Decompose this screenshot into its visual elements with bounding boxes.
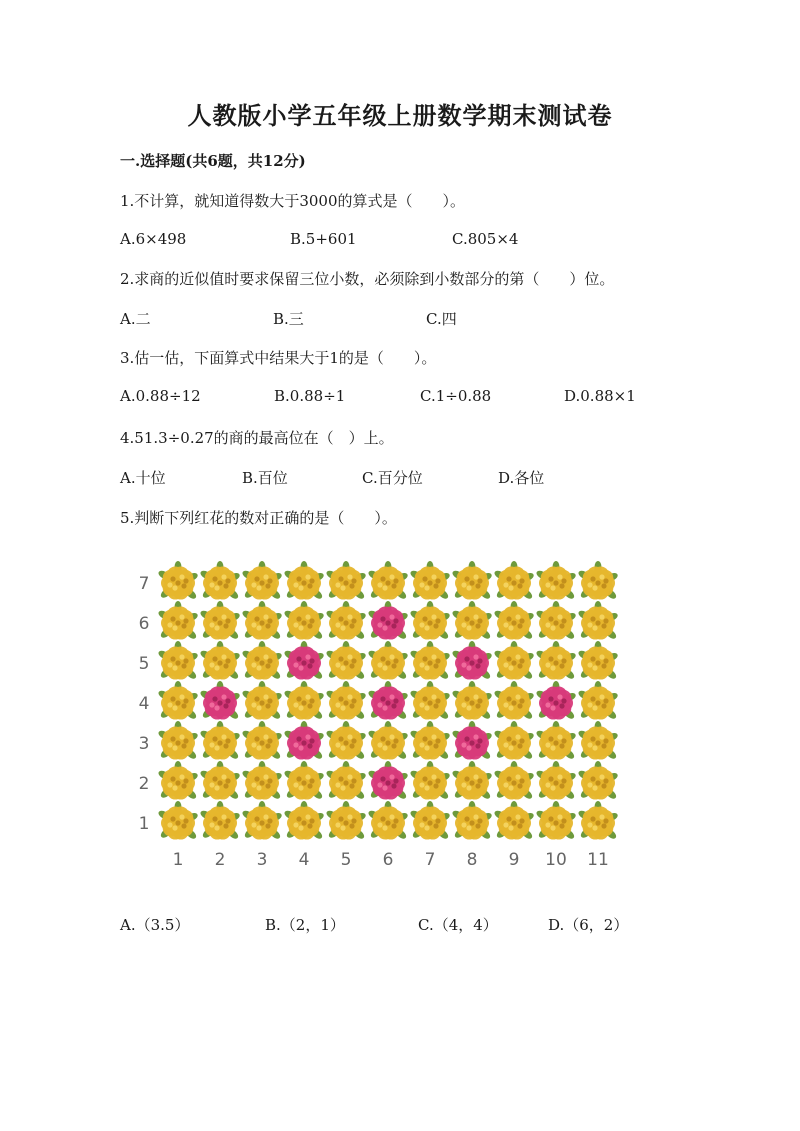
yellow-flower: [241, 601, 283, 641]
yellow-flower: [199, 801, 241, 841]
red-flower: [451, 641, 493, 681]
q3-option-d: D.0.88×1: [564, 387, 636, 405]
yellow-flower: [451, 601, 493, 641]
yellow-flower: [493, 801, 535, 841]
yellow-flower: [283, 601, 325, 641]
yellow-flower: [241, 761, 283, 801]
red-flower: [367, 681, 409, 721]
x-axis-label: 11: [587, 850, 609, 870]
y-axis-label: 6: [138, 614, 150, 634]
x-axis-label: 3: [256, 850, 268, 870]
q2-option-c: C.四: [426, 310, 457, 328]
x-axis-label: 4: [298, 850, 310, 870]
q1-option-b: B.5+601: [290, 230, 357, 248]
question-4: 4.51.3÷0.27的商的最高位在（ ）上。: [120, 429, 394, 447]
yellow-flower: [577, 561, 619, 601]
red-flower: [367, 761, 409, 801]
yellow-flower: [409, 761, 451, 801]
yellow-flower: [199, 641, 241, 681]
yellow-flower: [325, 681, 367, 721]
y-axis-label: 4: [138, 694, 150, 714]
q5-option-b: B.（2，1）: [265, 916, 345, 934]
yellow-flower: [409, 641, 451, 681]
yellow-flower: [241, 801, 283, 841]
yellow-flower: [535, 641, 577, 681]
yellow-flower: [241, 681, 283, 721]
red-flower: [535, 681, 577, 721]
question-3: 3.估一估，下面算式中结果大于1的是（ ）。: [120, 349, 437, 367]
yellow-flower: [451, 761, 493, 801]
yellow-flower: [409, 601, 451, 641]
yellow-flower: [535, 721, 577, 761]
question-5: 5.判断下列红花的数对正确的是（ ）。: [120, 509, 397, 527]
yellow-flower: [409, 681, 451, 721]
y-axis-label: 1: [138, 814, 150, 834]
yellow-flower: [283, 801, 325, 841]
x-axis-label: 5: [340, 850, 352, 870]
q4-option-d: D.各位: [498, 469, 545, 487]
yellow-flower: [493, 721, 535, 761]
q4-option-a: A.十位: [120, 469, 166, 487]
yellow-flower: [157, 761, 199, 801]
q1-option-a: A.6×498: [120, 230, 187, 248]
yellow-flower: [493, 641, 535, 681]
yellow-flower: [157, 561, 199, 601]
yellow-flower: [577, 721, 619, 761]
q2-option-a: A.二: [120, 310, 151, 328]
x-axis-label: 6: [382, 850, 394, 870]
yellow-flower: [367, 641, 409, 681]
yellow-flower: [283, 561, 325, 601]
yellow-flower: [409, 801, 451, 841]
yellow-flower: [157, 721, 199, 761]
section-heading: 一.选择题(共6题，共12分): [120, 152, 306, 170]
yellow-flower: [283, 681, 325, 721]
page-title: 人教版小学五年级上册数学期末测试卷: [187, 101, 613, 130]
yellow-flower: [241, 561, 283, 601]
yellow-flower: [535, 601, 577, 641]
yellow-flower: [157, 681, 199, 721]
yellow-flower: [577, 801, 619, 841]
q4-option-c: C.百分位: [362, 469, 423, 487]
yellow-flower: [199, 761, 241, 801]
red-flower: [199, 681, 241, 721]
q3-option-b: B.0.88÷1: [274, 387, 346, 405]
yellow-flower: [535, 801, 577, 841]
yellow-flower: [199, 601, 241, 641]
q5-option-a: A.（3.5）: [120, 916, 190, 934]
y-axis-label: 2: [138, 774, 150, 794]
yellow-flower: [325, 801, 367, 841]
yellow-flower: [283, 761, 325, 801]
yellow-flower: [367, 801, 409, 841]
red-flower: [451, 721, 493, 761]
flower-grid: [120, 555, 630, 875]
yellow-flower: [493, 681, 535, 721]
q1-option-c: C.805×4: [452, 230, 519, 248]
yellow-flower: [577, 761, 619, 801]
yellow-flower: [157, 641, 199, 681]
question-2: 2.求商的近似值时要求保留三位小数，必须除到小数部分的第（ ）位。: [120, 270, 615, 288]
yellow-flower: [577, 601, 619, 641]
y-axis-label: 7: [138, 574, 150, 594]
q3-option-a: A.0.88÷12: [120, 387, 201, 405]
yellow-flower: [199, 561, 241, 601]
yellow-flower: [535, 761, 577, 801]
x-axis-label: 9: [508, 850, 520, 870]
q5-option-d: D.（6，2）: [548, 916, 629, 934]
q4-option-b: B.百位: [242, 469, 288, 487]
yellow-flower: [325, 601, 367, 641]
x-axis-label: 7: [424, 850, 436, 870]
yellow-flower: [577, 681, 619, 721]
yellow-flower: [493, 601, 535, 641]
yellow-flower: [325, 641, 367, 681]
question-1: 1.不计算，就知道得数大于3000的算式是（ ）。: [120, 192, 465, 210]
red-flower: [283, 641, 325, 681]
yellow-flower: [199, 721, 241, 761]
yellow-flower: [157, 601, 199, 641]
yellow-flower: [493, 561, 535, 601]
yellow-flower: [409, 561, 451, 601]
yellow-flower: [451, 681, 493, 721]
x-axis-label: 10: [545, 850, 567, 870]
yellow-flower: [367, 721, 409, 761]
yellow-flower: [325, 761, 367, 801]
q5-option-c: C.（4，4）: [418, 916, 498, 934]
y-axis-label: 3: [138, 734, 150, 754]
q2-option-b: B.三: [273, 310, 304, 328]
yellow-flower: [493, 761, 535, 801]
yellow-flower: [409, 721, 451, 761]
x-axis-label: 1: [172, 850, 184, 870]
yellow-flower: [577, 641, 619, 681]
yellow-flower: [451, 561, 493, 601]
yellow-flower: [535, 561, 577, 601]
x-axis-label: 2: [214, 850, 226, 870]
x-axis-label: 8: [466, 850, 478, 870]
yellow-flower: [325, 721, 367, 761]
yellow-flower: [241, 641, 283, 681]
red-flower: [367, 601, 409, 641]
yellow-flower: [451, 801, 493, 841]
yellow-flower: [325, 561, 367, 601]
y-axis-label: 5: [138, 654, 150, 674]
q3-option-c: C.1÷0.88: [420, 387, 492, 405]
yellow-flower: [241, 721, 283, 761]
yellow-flower: [367, 561, 409, 601]
red-flower: [283, 721, 325, 761]
yellow-flower: [157, 801, 199, 841]
